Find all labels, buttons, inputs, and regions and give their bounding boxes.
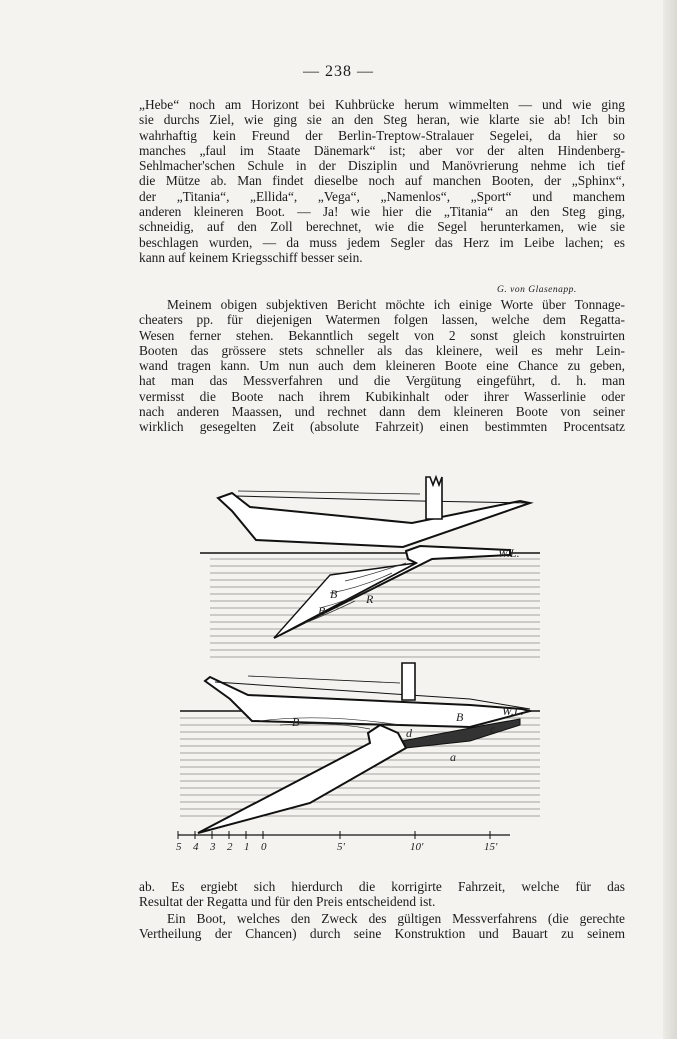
- keel-top: [274, 546, 510, 638]
- hull-diagram-figure: [170, 463, 560, 863]
- text-line: wand tragen kann. Um nun auch dem kleineren Boote eine Chance zu geben,: [139, 358, 625, 374]
- text-line: Booten das grössere stets schneller als das kleinere, weil es mehr Lein-: [139, 342, 625, 358]
- text-line: schneidig, auf den Zoll berechnet, wie die Segel herunterkamen, wie sie: [139, 219, 625, 235]
- scale-label-5: 5: [176, 841, 182, 853]
- rail-top: [238, 491, 420, 494]
- scale-label-1: 1: [244, 841, 250, 853]
- label-c: c: [490, 722, 496, 736]
- label-d: d: [406, 726, 412, 740]
- mast-bottom: [402, 663, 415, 700]
- text-line: sie durchs Ziel, wie ging sie an den Steg heran, wie klarte sie ab! Ich bin: [139, 112, 625, 128]
- waterline-label-bottom: W.L.: [502, 704, 524, 718]
- text-line: hat man das Messverfahren und die Vergütung eingeführt, d. h. man: [139, 373, 625, 389]
- deck-line-top: [236, 496, 530, 503]
- text-line: vermisst die Boote nach ihrem Kubikinhalt oder ihrer Wasserlinie oder: [139, 388, 625, 404]
- scale-label-3: 3: [210, 841, 216, 853]
- text-line: beschlagen wurden, — da muss jedem Segler das Herz im Leibe lachen; es: [139, 234, 625, 250]
- paragraph-4: [139, 911, 625, 942]
- page-number: — 238 —: [303, 63, 374, 80]
- scale-bar: [176, 831, 510, 853]
- text-line: cheaters pp. für diejenigen Watermen folgen lassen, welche dem Regatta-: [139, 312, 625, 328]
- text-line: „Hebe“ noch am Horizont bei Kuhbrücke herum wimmelten — und wie ging: [139, 97, 625, 112]
- label-a: a: [450, 750, 456, 764]
- text-line: Ein Boot, welches den Zweck des gültigen Messverfahrens (die gerechte: [167, 911, 625, 926]
- paragraph-2: [139, 297, 625, 435]
- scale-label-2: 2: [227, 841, 233, 853]
- text-line: wirklich gesegelten Zeit (absolute Fahrzeit) einen bestimmten Procentsatz: [139, 419, 625, 435]
- text-line: anderen kleineren Boot. — Ja! wie hier die „Titania“ an den Steg ging,: [139, 204, 625, 220]
- author-signature: G. von Glasenapp.: [497, 285, 577, 295]
- hull-diagram-svg: [170, 463, 560, 863]
- label-r-top: R: [366, 592, 374, 606]
- text-line: wahrhaftig kein Freund der Berlin-Treptow-Stralauer Segelei, da hier so: [139, 127, 625, 143]
- text-line: nach anderen Maassen, und rechnet dann dem kleineren Boote von seiner: [139, 404, 625, 420]
- paragraph-1: [139, 97, 625, 265]
- text-line: ab. Es ergiebt sich hierdurch die korrigirte Fahrzeit, welche für das: [139, 879, 625, 894]
- label-b-bottom-2: B: [456, 710, 464, 724]
- bottom-boat: [180, 663, 540, 833]
- text-line: Resultat der Regatta und für den Preis entscheidend ist.: [139, 894, 436, 910]
- text-line: der „Titania“, „Ellida“, „Vega“, „Namenlos“, „Sport“ und manchem: [139, 188, 625, 204]
- scale-label-4: 4: [193, 841, 199, 853]
- text-line: Meinem obigen subjektiven Bericht möchte ich einige Worte über Tonnage-: [167, 297, 625, 312]
- hull-top: [218, 493, 530, 547]
- keel-bottom: [198, 725, 406, 833]
- text-line: manches „faul im Staate Dänemark“ ist; aber vor der alten Hindenberg-: [139, 142, 625, 158]
- rail-bottom: [248, 676, 400, 683]
- scale-label-5ft: 5': [337, 841, 345, 853]
- waterline-label-top: W.L.: [498, 546, 520, 560]
- label-b-top-1: B: [330, 587, 338, 601]
- text-line: kann auf keinem Kriegsschiff besser sein.: [139, 249, 363, 265]
- text-line: die Mütze ab. Man findet dieselbe noch auf manchen Booten, der „Sphinx“,: [139, 173, 625, 189]
- scale-label-10ft: 10': [410, 841, 424, 853]
- top-boat: [200, 477, 540, 657]
- text-line: Sehlmacher'schen Schule in der Disziplin und Manövrierung nehme ich tief: [139, 158, 625, 174]
- mast-top: [426, 477, 442, 519]
- paragraph-3: [139, 879, 625, 910]
- label-b-top-2: B: [318, 604, 326, 618]
- scale-label-15ft: 15': [484, 841, 498, 853]
- scan-edge: [663, 0, 677, 1039]
- text-line: Vertheilung der Chancen) durch seine Konstruktion und Bauart zu seinem: [139, 926, 625, 942]
- text-line: Wesen ferner stehen. Bekanntlich segelt von 2 sonst gleich konstruirten: [139, 327, 625, 343]
- scale-label-0: 0: [261, 841, 267, 853]
- label-b-bottom-1: B: [292, 715, 300, 729]
